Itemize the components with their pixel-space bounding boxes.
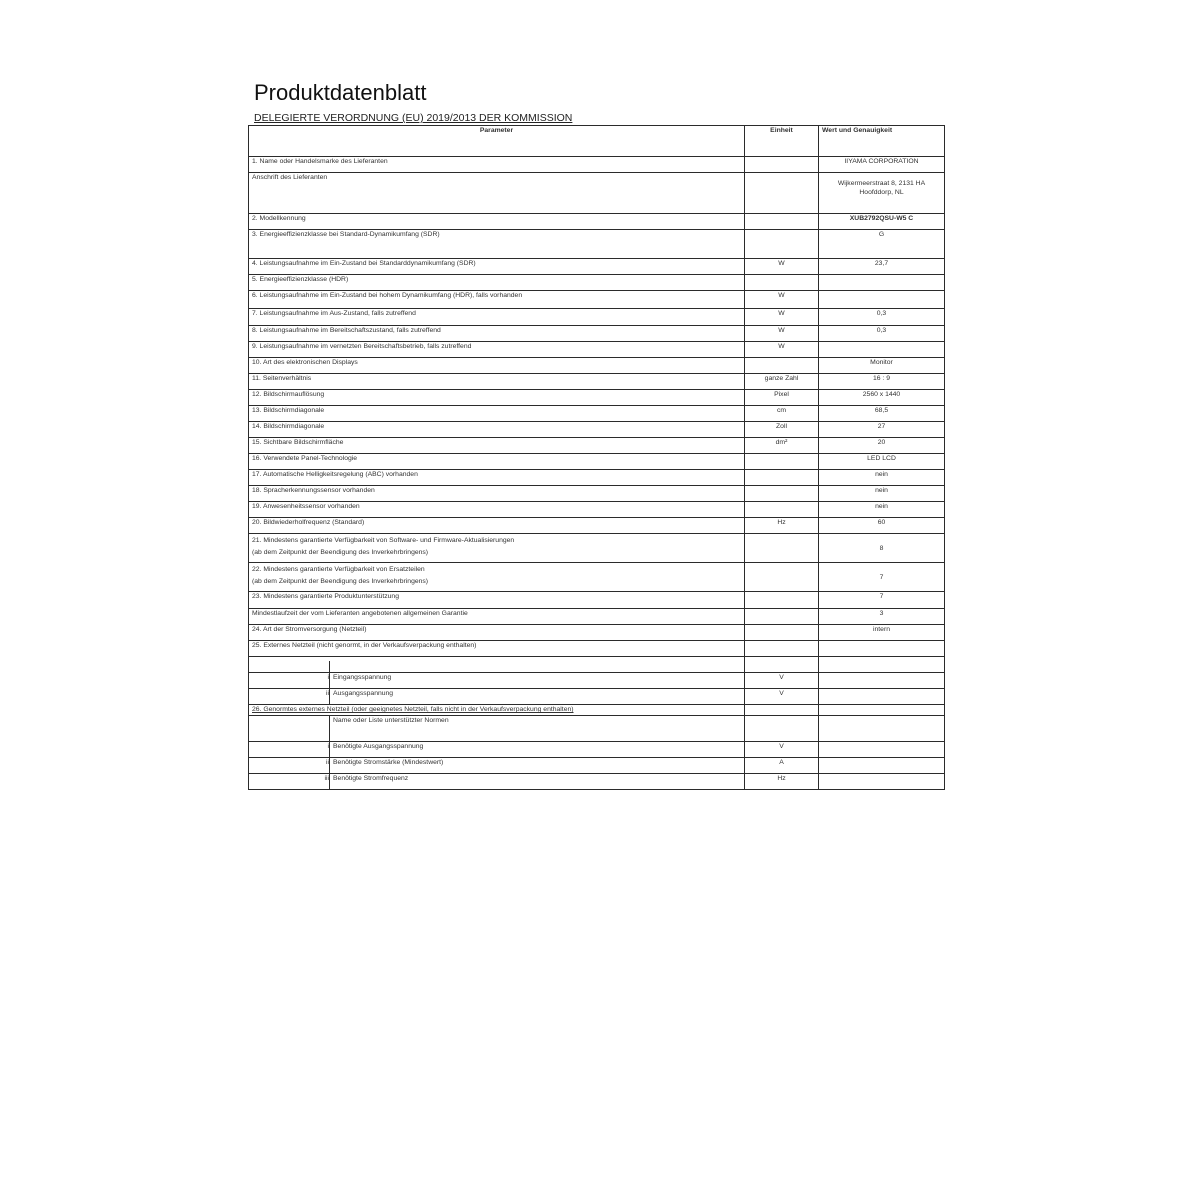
row-unit (745, 625, 819, 641)
row-value: 8 (819, 534, 945, 563)
table-row (249, 438, 945, 454)
header-value: Wert und Genauigkeit (819, 126, 945, 157)
sub-label: Benötigte Stromstärke (Mindestwert) (333, 759, 444, 766)
table-row (249, 641, 945, 657)
table-row (249, 326, 945, 342)
table-row (249, 309, 945, 326)
table-row (249, 259, 945, 275)
row-unit (745, 157, 819, 173)
table-row (249, 406, 945, 422)
row-unit: W (745, 291, 819, 309)
table-row (249, 689, 945, 705)
row-value: 20 (819, 438, 945, 454)
row-value (819, 774, 945, 790)
row-param: 26. Genormtes externes Netzteil (oder geeignetes Netzteil, falls nicht in der Verkaufsverpackung enthalten) (249, 705, 745, 716)
row-value: XUB2792QSU-W5 C (819, 214, 945, 230)
parameter-table (248, 125, 945, 790)
row-value (819, 657, 945, 673)
row-value: 16 : 9 (819, 374, 945, 390)
table-row (249, 422, 945, 438)
row-unit (745, 470, 819, 486)
row-value: 60 (819, 518, 945, 534)
row-param: 25. Externes Netzteil (nicht genormt, in der Verkaufsverpackung enthalten) (249, 641, 745, 657)
sub-divider (329, 689, 330, 705)
row-unit: Zoll (745, 422, 819, 438)
row-unit: Hz (745, 774, 819, 790)
row-value (819, 641, 945, 657)
header-parameter: Parameter (249, 126, 745, 157)
sub-divider (329, 661, 330, 673)
row-value: 68,5 (819, 406, 945, 422)
row-unit (745, 657, 819, 673)
table-row (249, 470, 945, 486)
row-param: 2. Modellkennung (249, 214, 745, 230)
table-row (249, 157, 945, 173)
sub-divider (329, 758, 330, 774)
row-unit: V (745, 742, 819, 758)
row-param: 13. Bildschirmdiagonale (249, 406, 745, 422)
row-unit (745, 609, 819, 625)
row-param (249, 716, 745, 742)
row-param: 3. Energieeffizienzklasse bei Standard-Dynamikumfang (SDR) (249, 230, 745, 259)
row-unit (745, 563, 819, 592)
row-param: 18. Spracherkennungssensor vorhanden (249, 486, 745, 502)
row-value: Wijkermeerstraat 8, 2131 HA Hoofddorp, NL (819, 173, 945, 214)
row-param-line2: (ab dem Zeitpunkt der Beendigung des Inverkehrbringens) (252, 549, 429, 556)
table-row (249, 625, 945, 641)
row-param (249, 689, 745, 705)
row-param: 8. Leistungsaufnahme im Bereitschaftszustand, falls zutreffend (249, 326, 745, 342)
row-unit: dm² (745, 438, 819, 454)
row-param: Mindestlaufzeit der vom Lieferanten angebotenen allgemeinen Garantie (249, 609, 745, 625)
table-row (249, 742, 945, 758)
row-value: 0,3 (819, 309, 945, 326)
row-unit (745, 454, 819, 470)
row-value: 0,3 (819, 326, 945, 342)
row-param: 9. Leistungsaufnahme im vernetzten Bereitschaftsbetrieb, falls zutreffend (249, 342, 745, 358)
row-param: 14. Bildschirmdiagonale (249, 422, 745, 438)
row-unit: ganze Zahl (745, 374, 819, 390)
row-unit (745, 705, 819, 716)
row-unit (745, 275, 819, 291)
sub-label: Ausgangsspannung (333, 690, 394, 697)
row-value (819, 705, 945, 716)
row-unit: V (745, 689, 819, 705)
table-row (249, 502, 945, 518)
row-param (249, 774, 745, 790)
row-param (249, 758, 745, 774)
row-value: nein (819, 470, 945, 486)
table-row (249, 374, 945, 390)
row-param: 5. Energieeffizienzklasse (HDR) (249, 275, 745, 291)
row-unit: W (745, 259, 819, 275)
row-param: 20. Bildwiederholfrequenz (Standard) (249, 518, 745, 534)
table-row (249, 358, 945, 374)
row-value: 2560 x 1440 (819, 390, 945, 406)
row-value: IIYAMA CORPORATION (819, 157, 945, 173)
row-value (819, 758, 945, 774)
table-row (249, 342, 945, 358)
table-row-spacer (249, 657, 945, 673)
row-unit: Hz (745, 518, 819, 534)
row-value: 3 (819, 609, 945, 625)
sub-divider (329, 673, 330, 689)
row-param: 11. Seitenverhältnis (249, 374, 745, 390)
sub-label: Name oder Liste unterstützter Normen (333, 717, 449, 724)
row-param (249, 534, 745, 563)
row-unit (745, 173, 819, 214)
row-unit: W (745, 326, 819, 342)
row-unit (745, 716, 819, 742)
row-unit: cm (745, 406, 819, 422)
sub-divider (329, 742, 330, 758)
row-value: 7 (819, 563, 945, 592)
sub-divider (329, 774, 330, 790)
row-unit (745, 534, 819, 563)
row-value: LED LCD (819, 454, 945, 470)
row-param: 16. Verwendete Panel-Technologie (249, 454, 745, 470)
table-row (249, 518, 945, 534)
row-value: Monitor (819, 358, 945, 374)
row-unit (745, 486, 819, 502)
row-param: Anschrift des Lieferanten (249, 173, 745, 214)
row-value (819, 689, 945, 705)
row-unit: W (745, 342, 819, 358)
row-unit (745, 358, 819, 374)
table-row (249, 534, 945, 563)
row-param: 4. Leistungsaufnahme im Ein-Zustand bei Standarddynamikumfang (SDR) (249, 259, 745, 275)
row-param: 15. Sichtbare Bildschirmfläche (249, 438, 745, 454)
row-param-line1: 22. Mindestens garantierte Verfügbarkeit von Ersatzteilen (252, 566, 425, 573)
table-row (249, 291, 945, 309)
row-param: 23. Mindestens garantierte Produktunterstützung (249, 592, 745, 609)
row-param: 17. Automatische Helligkeitsregelung (ABC) vorhanden (249, 470, 745, 486)
row-value: nein (819, 486, 945, 502)
row-unit: W (745, 309, 819, 326)
row-param (249, 673, 745, 689)
row-value (819, 291, 945, 309)
row-value: intern (819, 625, 945, 641)
table-row (249, 230, 945, 259)
table-header-row (249, 126, 945, 157)
table-row (249, 454, 945, 470)
table-row (249, 774, 945, 790)
row-value: 27 (819, 422, 945, 438)
sub-label: Benötigte Ausgangsspannung (333, 743, 424, 750)
row-value: G (819, 230, 945, 259)
row-value: 23,7 (819, 259, 945, 275)
sub-letter: i (327, 674, 329, 681)
sub-letter: i (327, 743, 329, 750)
sub-letter: ii (325, 759, 329, 766)
row-value: 7 (819, 592, 945, 609)
row-unit (745, 230, 819, 259)
row-value (819, 342, 945, 358)
row-param: 24. Art der Stromversorgung (Netzteil) (249, 625, 745, 641)
row-param (249, 742, 745, 758)
row-value: nein (819, 502, 945, 518)
table-row (249, 592, 945, 609)
sub-label: Benötigte Stromfrequenz (333, 775, 409, 782)
row-param (249, 563, 745, 592)
table-row (249, 758, 945, 774)
row-unit: A (745, 758, 819, 774)
row-value (819, 742, 945, 758)
row-unit (745, 214, 819, 230)
document-subtitle: DELEGIERTE VERORDNUNG (EU) 2019/2013 DER KOMMISSION (254, 112, 573, 124)
row-param (249, 657, 745, 673)
header-unit: Einheit (745, 126, 819, 157)
row-value (819, 673, 945, 689)
table-row (249, 563, 945, 592)
table-row (249, 705, 945, 716)
table-row (249, 390, 945, 406)
row-value (819, 275, 945, 291)
row-param: 7. Leistungsaufnahme im Aus-Zustand, falls zutreffend (249, 309, 745, 326)
table-row (249, 609, 945, 625)
sub-letter: ii (325, 690, 329, 697)
row-unit (745, 502, 819, 518)
row-param: 12. Bildschirmauflösung (249, 390, 745, 406)
sub-letter: iii (324, 775, 329, 782)
row-param-line1: 21. Mindestens garantierte Verfügbarkeit von Software- und Firmware-Aktualisierungen (252, 537, 515, 544)
row-param: 6. Leistungsaufnahme im Ein-Zustand bei hohem Dynamikumfang (HDR), falls vorhanden (249, 291, 745, 309)
sub-label: Eingangsspannung (333, 674, 392, 681)
row-value (819, 716, 945, 742)
row-unit (745, 641, 819, 657)
row-unit: Pixel (745, 390, 819, 406)
table-row (249, 275, 945, 291)
row-param: 1. Name oder Handelsmarke des Lieferanten (249, 157, 745, 173)
row-param: 19. Anwesenheitssensor vorhanden (249, 502, 745, 518)
sub-divider (329, 716, 330, 742)
table-row (249, 173, 945, 214)
row-unit (745, 592, 819, 609)
row-param-line2: (ab dem Zeitpunkt der Beendigung des Inverkehrbringens) (252, 578, 429, 585)
row-param: 10. Art des elektronischen Displays (249, 358, 745, 374)
table-row (249, 716, 945, 742)
table-row (249, 214, 945, 230)
table-row (249, 673, 945, 689)
document-title: Produktdatenblatt (254, 80, 427, 105)
row-unit: V (745, 673, 819, 689)
table-row (249, 486, 945, 502)
